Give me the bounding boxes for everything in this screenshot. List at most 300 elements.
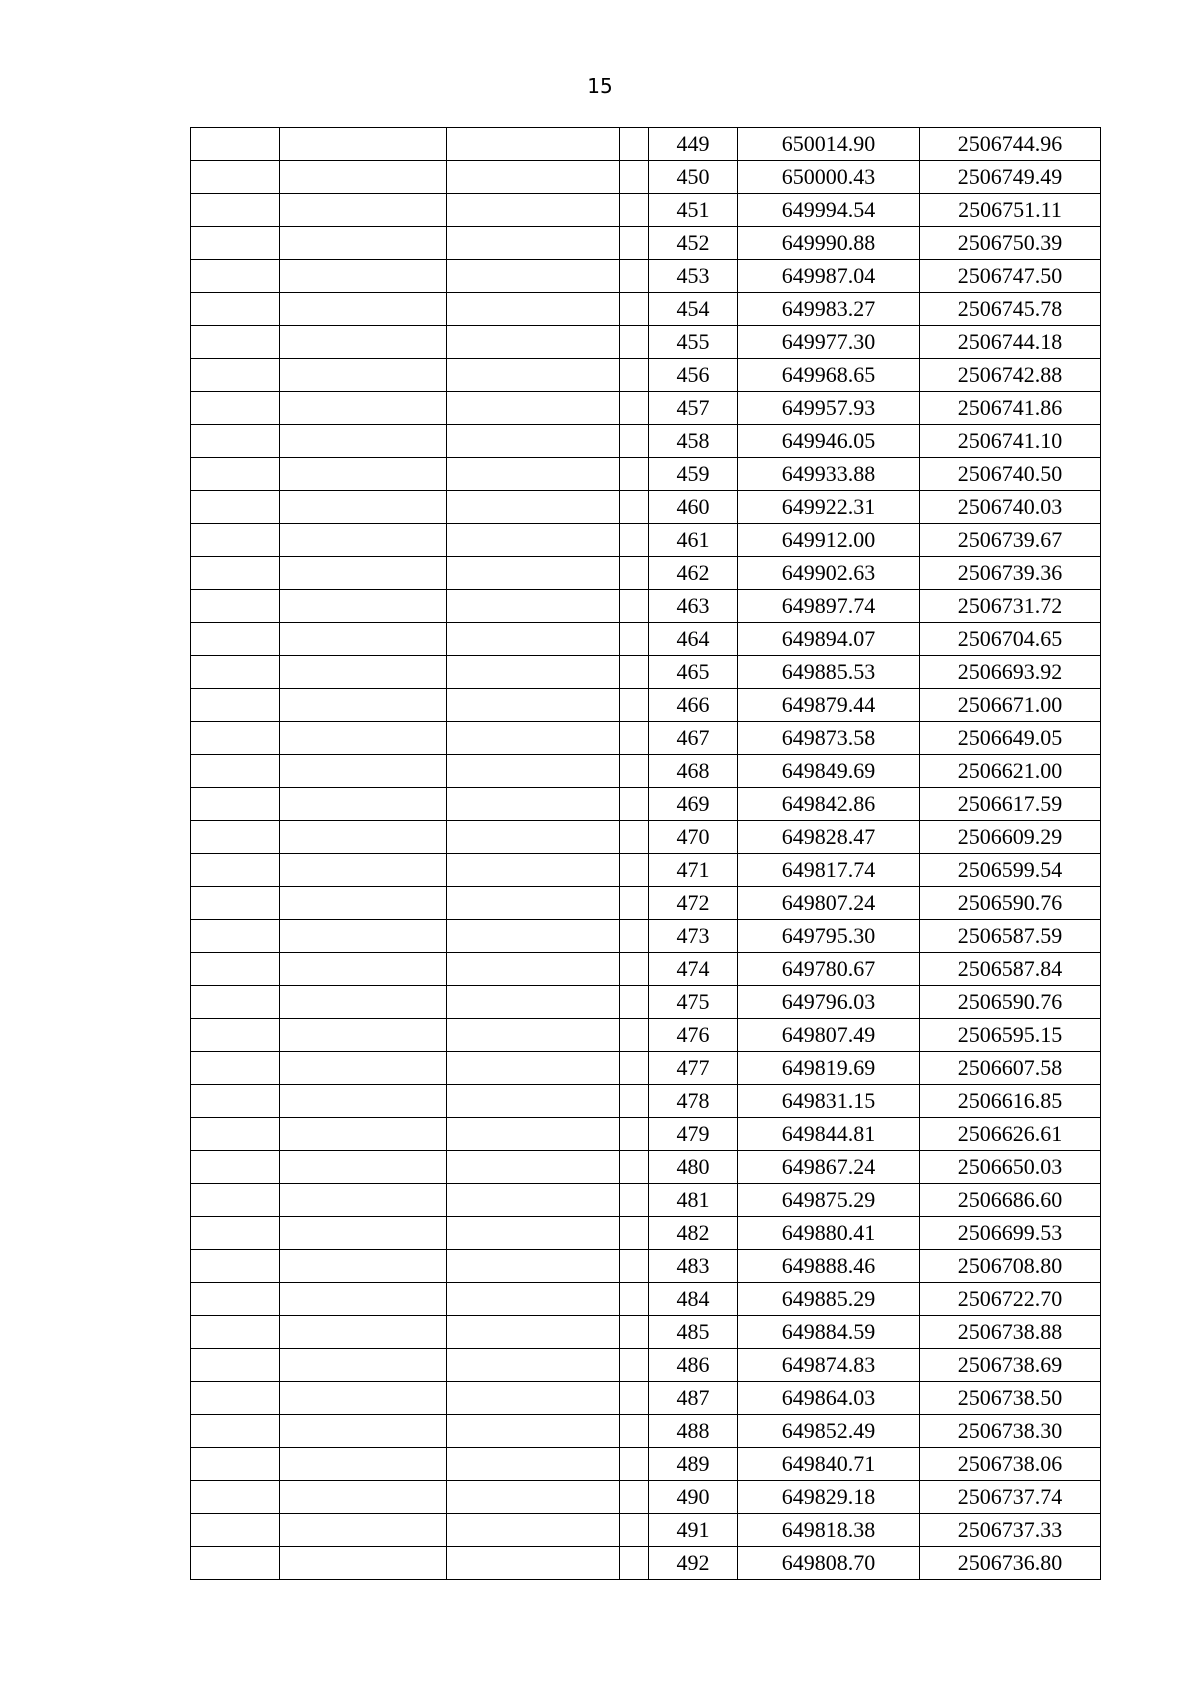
y-coordinate-cell: 2506590.76 — [920, 986, 1101, 1019]
point-number-cell: 482 — [649, 1217, 738, 1250]
empty-cell — [447, 755, 620, 788]
empty-cell — [620, 1382, 649, 1415]
empty-cell — [447, 1349, 620, 1382]
empty-cell — [191, 1052, 280, 1085]
point-number-cell: 492 — [649, 1547, 738, 1580]
point-number-cell: 456 — [649, 359, 738, 392]
point-number-cell: 489 — [649, 1448, 738, 1481]
empty-cell — [191, 920, 280, 953]
empty-cell — [280, 425, 447, 458]
empty-cell — [620, 1118, 649, 1151]
empty-cell — [191, 293, 280, 326]
coordinates-table — [190, 127, 1101, 1580]
empty-cell — [447, 194, 620, 227]
x-coordinate-cell: 649885.29 — [738, 1283, 920, 1316]
point-number-cell: 475 — [649, 986, 738, 1019]
y-coordinate-cell: 2506587.59 — [920, 920, 1101, 953]
empty-cell — [620, 458, 649, 491]
table-row — [191, 1514, 1101, 1547]
x-coordinate-cell: 649897.74 — [738, 590, 920, 623]
x-coordinate-cell: 649888.46 — [738, 1250, 920, 1283]
point-number-cell: 450 — [649, 161, 738, 194]
x-coordinate-cell: 649987.04 — [738, 260, 920, 293]
empty-cell — [191, 1349, 280, 1382]
x-coordinate-cell: 649946.05 — [738, 425, 920, 458]
empty-cell — [447, 788, 620, 821]
x-coordinate-cell: 649819.69 — [738, 1052, 920, 1085]
empty-cell — [191, 194, 280, 227]
empty-cell — [280, 392, 447, 425]
point-number-cell: 478 — [649, 1085, 738, 1118]
x-coordinate-cell: 650000.43 — [738, 161, 920, 194]
empty-cell — [191, 656, 280, 689]
x-coordinate-cell: 649831.15 — [738, 1085, 920, 1118]
point-number-cell: 485 — [649, 1316, 738, 1349]
empty-cell — [620, 986, 649, 1019]
table-row — [191, 1283, 1101, 1316]
x-coordinate-cell: 649912.00 — [738, 524, 920, 557]
empty-cell — [191, 557, 280, 590]
empty-cell — [280, 1019, 447, 1052]
y-coordinate-cell: 2506744.18 — [920, 326, 1101, 359]
empty-cell — [191, 1448, 280, 1481]
y-coordinate-cell: 2506616.85 — [920, 1085, 1101, 1118]
y-coordinate-cell: 2506587.84 — [920, 953, 1101, 986]
empty-cell — [447, 1514, 620, 1547]
empty-cell — [191, 1481, 280, 1514]
empty-cell — [447, 1415, 620, 1448]
table-row — [191, 854, 1101, 887]
table-row — [191, 1481, 1101, 1514]
y-coordinate-cell: 2506607.58 — [920, 1052, 1101, 1085]
empty-cell — [620, 227, 649, 260]
empty-cell — [280, 1415, 447, 1448]
point-number-cell: 467 — [649, 722, 738, 755]
table-row — [191, 161, 1101, 194]
empty-cell — [191, 326, 280, 359]
x-coordinate-cell: 649880.41 — [738, 1217, 920, 1250]
y-coordinate-cell: 2506740.03 — [920, 491, 1101, 524]
empty-cell — [620, 557, 649, 590]
empty-cell — [191, 821, 280, 854]
empty-cell — [447, 458, 620, 491]
empty-cell — [191, 260, 280, 293]
table-row — [191, 1448, 1101, 1481]
empty-cell — [191, 788, 280, 821]
y-coordinate-cell: 2506708.80 — [920, 1250, 1101, 1283]
empty-cell — [620, 425, 649, 458]
point-number-cell: 470 — [649, 821, 738, 854]
empty-cell — [620, 359, 649, 392]
empty-cell — [280, 1382, 447, 1415]
y-coordinate-cell: 2506744.96 — [920, 128, 1101, 161]
empty-cell — [280, 326, 447, 359]
empty-cell — [191, 689, 280, 722]
point-number-cell: 468 — [649, 755, 738, 788]
empty-cell — [620, 821, 649, 854]
empty-cell — [280, 887, 447, 920]
point-number-cell: 465 — [649, 656, 738, 689]
x-coordinate-cell: 649840.71 — [738, 1448, 920, 1481]
empty-cell — [191, 359, 280, 392]
empty-cell — [280, 161, 447, 194]
x-coordinate-cell: 649829.18 — [738, 1481, 920, 1514]
point-number-cell: 466 — [649, 689, 738, 722]
table-row — [191, 821, 1101, 854]
empty-cell — [191, 1547, 280, 1580]
y-coordinate-cell: 2506739.36 — [920, 557, 1101, 590]
empty-cell — [280, 590, 447, 623]
point-number-cell: 460 — [649, 491, 738, 524]
table-row — [191, 1547, 1101, 1580]
empty-cell — [620, 1349, 649, 1382]
y-coordinate-cell: 2506649.05 — [920, 722, 1101, 755]
empty-cell — [620, 392, 649, 425]
table-row — [191, 326, 1101, 359]
table-row — [191, 1118, 1101, 1151]
empty-cell — [447, 1151, 620, 1184]
y-coordinate-cell: 2506650.03 — [920, 1151, 1101, 1184]
empty-cell — [620, 1316, 649, 1349]
empty-cell — [280, 1547, 447, 1580]
y-coordinate-cell: 2506738.88 — [920, 1316, 1101, 1349]
point-number-cell: 486 — [649, 1349, 738, 1382]
empty-cell — [191, 1283, 280, 1316]
empty-cell — [280, 1085, 447, 1118]
y-coordinate-cell: 2506609.29 — [920, 821, 1101, 854]
x-coordinate-cell: 649977.30 — [738, 326, 920, 359]
empty-cell — [280, 524, 447, 557]
page-number: 15 — [587, 74, 613, 98]
y-coordinate-cell: 2506739.67 — [920, 524, 1101, 557]
point-number-cell: 473 — [649, 920, 738, 953]
empty-cell — [620, 491, 649, 524]
empty-cell — [280, 359, 447, 392]
table-row — [191, 722, 1101, 755]
y-coordinate-cell: 2506737.74 — [920, 1481, 1101, 1514]
empty-cell — [280, 920, 447, 953]
point-number-cell: 457 — [649, 392, 738, 425]
table-row — [191, 293, 1101, 326]
empty-cell — [280, 1316, 447, 1349]
empty-cell — [191, 623, 280, 656]
empty-cell — [191, 458, 280, 491]
empty-cell — [280, 986, 447, 1019]
empty-cell — [280, 689, 447, 722]
empty-cell — [191, 590, 280, 623]
empty-cell — [447, 425, 620, 458]
x-coordinate-cell: 650014.90 — [738, 128, 920, 161]
y-coordinate-cell: 2506741.86 — [920, 392, 1101, 425]
empty-cell — [280, 1151, 447, 1184]
x-coordinate-cell: 649828.47 — [738, 821, 920, 854]
empty-cell — [280, 623, 447, 656]
empty-cell — [447, 227, 620, 260]
empty-cell — [280, 854, 447, 887]
point-number-cell: 491 — [649, 1514, 738, 1547]
empty-cell — [447, 128, 620, 161]
y-coordinate-cell: 2506704.65 — [920, 623, 1101, 656]
table-row — [191, 986, 1101, 1019]
point-number-cell: 462 — [649, 557, 738, 590]
empty-cell — [280, 722, 447, 755]
y-coordinate-cell: 2506738.06 — [920, 1448, 1101, 1481]
x-coordinate-cell: 649968.65 — [738, 359, 920, 392]
empty-cell — [447, 1085, 620, 1118]
x-coordinate-cell: 649818.38 — [738, 1514, 920, 1547]
empty-cell — [447, 1547, 620, 1580]
y-coordinate-cell: 2506731.72 — [920, 590, 1101, 623]
point-number-cell: 459 — [649, 458, 738, 491]
table-row — [191, 524, 1101, 557]
y-coordinate-cell: 2506738.50 — [920, 1382, 1101, 1415]
x-coordinate-cell: 649990.88 — [738, 227, 920, 260]
empty-cell — [620, 1217, 649, 1250]
y-coordinate-cell: 2506749.49 — [920, 161, 1101, 194]
empty-cell — [620, 722, 649, 755]
y-coordinate-cell: 2506671.00 — [920, 689, 1101, 722]
empty-cell — [191, 392, 280, 425]
point-number-cell: 487 — [649, 1382, 738, 1415]
point-number-cell: 461 — [649, 524, 738, 557]
point-number-cell: 464 — [649, 623, 738, 656]
x-coordinate-cell: 649875.29 — [738, 1184, 920, 1217]
empty-cell — [191, 953, 280, 986]
empty-cell — [447, 260, 620, 293]
empty-cell — [280, 656, 447, 689]
empty-cell — [280, 1217, 447, 1250]
table-row — [191, 656, 1101, 689]
x-coordinate-cell: 649994.54 — [738, 194, 920, 227]
point-number-cell: 472 — [649, 887, 738, 920]
empty-cell — [620, 260, 649, 293]
x-coordinate-cell: 649864.03 — [738, 1382, 920, 1415]
empty-cell — [280, 194, 447, 227]
empty-cell — [620, 326, 649, 359]
empty-cell — [191, 524, 280, 557]
empty-cell — [447, 491, 620, 524]
y-coordinate-cell: 2506621.00 — [920, 755, 1101, 788]
empty-cell — [620, 1085, 649, 1118]
empty-cell — [191, 1019, 280, 1052]
y-coordinate-cell: 2506745.78 — [920, 293, 1101, 326]
x-coordinate-cell: 649842.86 — [738, 788, 920, 821]
x-coordinate-cell: 649894.07 — [738, 623, 920, 656]
point-number-cell: 490 — [649, 1481, 738, 1514]
empty-cell — [447, 557, 620, 590]
empty-cell — [447, 1019, 620, 1052]
point-number-cell: 455 — [649, 326, 738, 359]
table-row — [191, 359, 1101, 392]
empty-cell — [447, 1382, 620, 1415]
empty-cell — [191, 986, 280, 1019]
empty-cell — [280, 260, 447, 293]
table-row — [191, 194, 1101, 227]
y-coordinate-cell: 2506590.76 — [920, 887, 1101, 920]
empty-cell — [447, 1316, 620, 1349]
empty-cell — [620, 1283, 649, 1316]
empty-cell — [447, 1118, 620, 1151]
empty-cell — [620, 689, 649, 722]
empty-cell — [280, 821, 447, 854]
y-coordinate-cell: 2506740.50 — [920, 458, 1101, 491]
point-number-cell: 458 — [649, 425, 738, 458]
empty-cell — [191, 227, 280, 260]
empty-cell — [191, 1514, 280, 1547]
empty-cell — [191, 854, 280, 887]
empty-cell — [280, 953, 447, 986]
table-row — [191, 392, 1101, 425]
point-number-cell: 469 — [649, 788, 738, 821]
table-row — [191, 1217, 1101, 1250]
empty-cell — [447, 722, 620, 755]
empty-cell — [620, 1547, 649, 1580]
point-number-cell: 484 — [649, 1283, 738, 1316]
empty-cell — [447, 1448, 620, 1481]
empty-cell — [620, 656, 649, 689]
empty-cell — [447, 1217, 620, 1250]
x-coordinate-cell: 649933.88 — [738, 458, 920, 491]
table-row — [191, 788, 1101, 821]
point-number-cell: 449 — [649, 128, 738, 161]
empty-cell — [280, 1481, 447, 1514]
table-row — [191, 1019, 1101, 1052]
x-coordinate-cell: 649844.81 — [738, 1118, 920, 1151]
point-number-cell: 483 — [649, 1250, 738, 1283]
empty-cell — [447, 293, 620, 326]
empty-cell — [191, 1118, 280, 1151]
y-coordinate-cell: 2506722.70 — [920, 1283, 1101, 1316]
empty-cell — [191, 887, 280, 920]
x-coordinate-cell: 649874.83 — [738, 1349, 920, 1382]
empty-cell — [191, 1151, 280, 1184]
point-number-cell: 453 — [649, 260, 738, 293]
table-row — [191, 1382, 1101, 1415]
table-row — [191, 1184, 1101, 1217]
empty-cell — [620, 293, 649, 326]
empty-cell — [280, 293, 447, 326]
point-number-cell: 474 — [649, 953, 738, 986]
empty-cell — [191, 425, 280, 458]
y-coordinate-cell: 2506686.60 — [920, 1184, 1101, 1217]
y-coordinate-cell: 2506693.92 — [920, 656, 1101, 689]
empty-cell — [191, 1217, 280, 1250]
empty-cell — [280, 458, 447, 491]
table-row — [191, 1052, 1101, 1085]
empty-cell — [447, 1250, 620, 1283]
empty-cell — [280, 227, 447, 260]
empty-cell — [447, 590, 620, 623]
point-number-cell: 476 — [649, 1019, 738, 1052]
empty-cell — [191, 128, 280, 161]
point-number-cell: 488 — [649, 1415, 738, 1448]
empty-cell — [447, 359, 620, 392]
empty-cell — [447, 326, 620, 359]
empty-cell — [191, 755, 280, 788]
empty-cell — [280, 755, 447, 788]
empty-cell — [280, 1052, 447, 1085]
table-row — [191, 887, 1101, 920]
table-row — [191, 491, 1101, 524]
y-coordinate-cell: 2506738.69 — [920, 1349, 1101, 1382]
y-coordinate-cell: 2506617.59 — [920, 788, 1101, 821]
x-coordinate-cell: 649873.58 — [738, 722, 920, 755]
table-row — [191, 458, 1101, 491]
table-row — [191, 557, 1101, 590]
table-row — [191, 260, 1101, 293]
table-row — [191, 590, 1101, 623]
empty-cell — [447, 821, 620, 854]
x-coordinate-cell: 649852.49 — [738, 1415, 920, 1448]
x-coordinate-cell: 649796.03 — [738, 986, 920, 1019]
empty-cell — [620, 953, 649, 986]
table-row — [191, 1250, 1101, 1283]
y-coordinate-cell: 2506750.39 — [920, 227, 1101, 260]
y-coordinate-cell: 2506742.88 — [920, 359, 1101, 392]
empty-cell — [447, 524, 620, 557]
table-row — [191, 1349, 1101, 1382]
empty-cell — [620, 1184, 649, 1217]
y-coordinate-cell: 2506737.33 — [920, 1514, 1101, 1547]
y-coordinate-cell: 2506747.50 — [920, 260, 1101, 293]
point-number-cell: 452 — [649, 227, 738, 260]
x-coordinate-cell: 649807.24 — [738, 887, 920, 920]
empty-cell — [191, 722, 280, 755]
empty-cell — [620, 1448, 649, 1481]
table-row — [191, 227, 1101, 260]
empty-cell — [447, 920, 620, 953]
empty-cell — [447, 689, 620, 722]
empty-cell — [280, 1250, 447, 1283]
empty-cell — [280, 1349, 447, 1382]
point-number-cell: 451 — [649, 194, 738, 227]
empty-cell — [447, 161, 620, 194]
empty-cell — [447, 887, 620, 920]
x-coordinate-cell: 649795.30 — [738, 920, 920, 953]
point-number-cell: 454 — [649, 293, 738, 326]
coordinates-table-body — [191, 128, 1101, 1580]
empty-cell — [447, 1283, 620, 1316]
empty-cell — [447, 854, 620, 887]
empty-cell — [620, 1481, 649, 1514]
x-coordinate-cell: 649867.24 — [738, 1151, 920, 1184]
empty-cell — [620, 1151, 649, 1184]
empty-cell — [191, 1184, 280, 1217]
empty-cell — [620, 194, 649, 227]
table-row — [191, 128, 1101, 161]
empty-cell — [620, 524, 649, 557]
empty-cell — [280, 491, 447, 524]
table-row — [191, 689, 1101, 722]
x-coordinate-cell: 649808.70 — [738, 1547, 920, 1580]
empty-cell — [447, 656, 620, 689]
empty-cell — [280, 128, 447, 161]
y-coordinate-cell: 2506595.15 — [920, 1019, 1101, 1052]
empty-cell — [191, 1415, 280, 1448]
empty-cell — [620, 1019, 649, 1052]
y-coordinate-cell: 2506738.30 — [920, 1415, 1101, 1448]
empty-cell — [280, 1118, 447, 1151]
table-row — [191, 755, 1101, 788]
x-coordinate-cell: 649983.27 — [738, 293, 920, 326]
point-number-cell: 480 — [649, 1151, 738, 1184]
empty-cell — [191, 1085, 280, 1118]
empty-cell — [280, 557, 447, 590]
table-row — [191, 425, 1101, 458]
table-row — [191, 1151, 1101, 1184]
empty-cell — [447, 986, 620, 1019]
empty-cell — [620, 755, 649, 788]
